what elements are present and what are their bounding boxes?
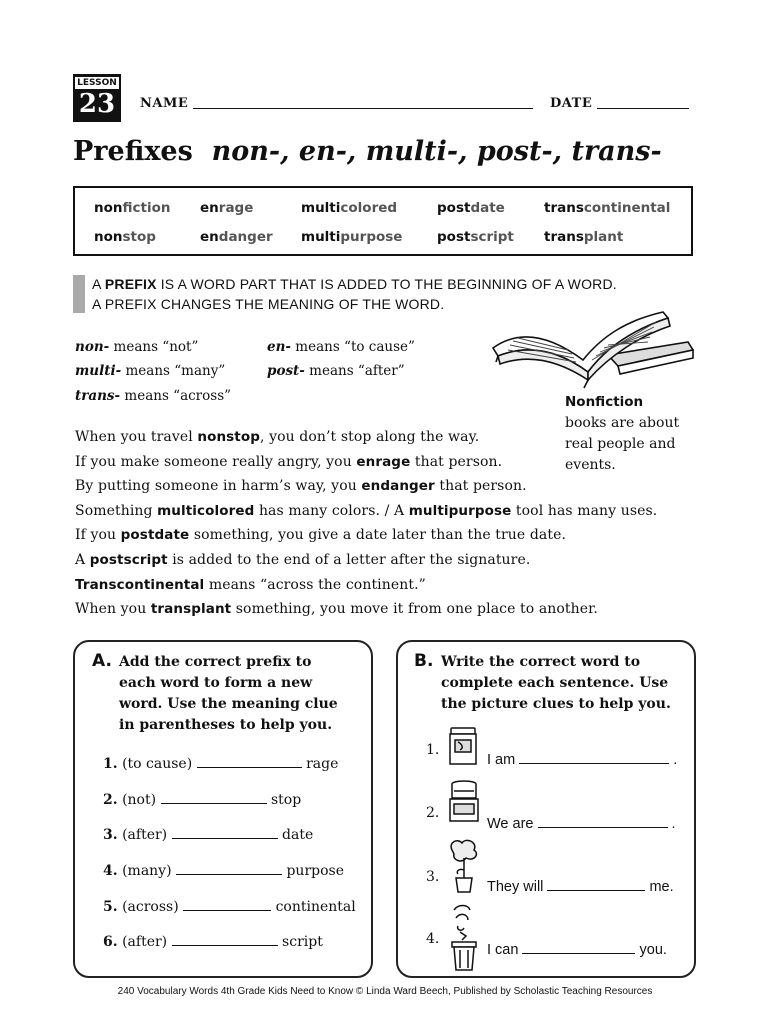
example-sentence: If you make someone really angry, you enrage that person. — [75, 454, 503, 470]
answer-blank[interactable] — [197, 755, 302, 768]
meaning-item: non- means “not” — [75, 339, 199, 355]
vocab-prefix: non — [94, 229, 123, 245]
answer-blank[interactable] — [176, 862, 282, 875]
vocab-word — [94, 229, 156, 245]
vocab-root: danger — [218, 229, 273, 245]
lesson-number: 23 — [78, 89, 116, 119]
vocab-word — [437, 229, 514, 245]
activity-b-item: They will me. — [487, 879, 674, 895]
note-keyword: Nonfiction — [565, 394, 644, 410]
activity-b-item: I can you. — [487, 942, 667, 958]
example-sentence: A postscript is added to the end of a letter after the signature. — [75, 552, 531, 568]
vocab-prefix: post — [437, 229, 471, 245]
example-sentence: Transcontinental means “across the continent.” — [75, 577, 426, 593]
title-prefixes: non-, en-, multi-, post-, trans- — [211, 136, 662, 167]
vocab-prefix: non — [94, 200, 123, 216]
vocab-word — [544, 200, 670, 216]
vocab-word — [544, 229, 623, 245]
answer-blank[interactable] — [522, 941, 635, 954]
vocab-root: script — [470, 229, 514, 245]
answer-blank[interactable] — [519, 751, 669, 764]
activity-a-item: 1. (to cause) rage — [103, 756, 339, 772]
jar-picture-clue-icon — [446, 724, 482, 768]
vocab-word — [200, 200, 253, 216]
example-sentence: When you transplant something, you move it from one place to another. — [75, 601, 598, 617]
definition-keyword: PREFIX — [104, 276, 157, 292]
vocab-root: date — [470, 200, 505, 216]
answer-blank[interactable] — [547, 878, 645, 891]
vocab-root: rage — [218, 200, 254, 216]
activity-b-item: We are . — [487, 816, 676, 832]
page-title — [73, 136, 662, 167]
activity-a-letter: A. — [92, 651, 112, 671]
page-footer: 240 Vocabulary Words 4th Grade Kids Need to Know © Linda Ward Beech, Published by Scholastic Teaching Resources — [117, 986, 653, 997]
answer-blank[interactable] — [538, 815, 668, 828]
plant-picture-clue-icon — [446, 838, 482, 894]
answer-blank[interactable] — [161, 791, 267, 804]
name-field[interactable] — [193, 108, 533, 109]
vocab-root: plant — [583, 229, 624, 245]
vocab-root: purpose — [340, 229, 403, 245]
definition-text: IS A WORD PART THAT IS ADDED TO THE BEGINNING OF A WORD. — [156, 276, 617, 292]
example-sentence: When you travel nonstop, you don’t stop along the way. — [75, 429, 480, 445]
meaning-item: en- means “to cause” — [267, 339, 415, 355]
activity-a-instructions: Add the correct prefix to each word to form a new word. Use the meaning clue in parentheses to help you. — [119, 654, 338, 733]
vocab-word — [301, 200, 397, 216]
lesson-badge — [73, 74, 121, 122]
vocab-word — [437, 200, 505, 216]
activity-b-letter: B. — [414, 651, 434, 671]
vocab-prefix: en — [200, 200, 219, 216]
title-main: Prefixes — [73, 136, 193, 167]
vocab-prefix: multi — [301, 229, 341, 245]
activity-a-item: 5. (across) continental — [103, 899, 356, 915]
vocab-word — [200, 229, 273, 245]
answer-blank[interactable] — [172, 826, 278, 839]
activity-a-item: 2. (not) stop — [103, 792, 302, 808]
answer-blank[interactable] — [172, 933, 278, 946]
note-text: books are about real people and events. — [565, 415, 680, 473]
definition-bar — [73, 275, 85, 313]
definition-text: A — [92, 276, 105, 292]
lesson-label: LESSON — [75, 77, 119, 89]
trash-can-picture-clue-icon — [446, 902, 482, 972]
activity-a-item: 4. (many) purpose — [103, 863, 344, 879]
activity-b-number: 4. — [426, 931, 440, 947]
meaning-item: multi- means “many” — [75, 363, 226, 379]
word-list-box — [73, 186, 693, 256]
meaning-item: post- means “after” — [267, 363, 405, 379]
vocab-word — [301, 229, 402, 245]
activity-b-number: 3. — [426, 869, 440, 885]
cans-picture-clue-icon — [446, 778, 482, 824]
activity-b-number: 2. — [426, 805, 440, 821]
vocab-root: stop — [122, 229, 156, 245]
book-illustration — [488, 300, 698, 395]
vocab-prefix: trans — [544, 229, 584, 245]
sidebar-note — [565, 392, 695, 476]
definition-line-2: A PREFIX CHANGES THE MEANING OF THE WORD. — [92, 296, 445, 312]
activity-a-item: 6. (after) script — [103, 934, 323, 950]
vocab-root: colored — [340, 200, 398, 216]
answer-blank[interactable] — [183, 898, 271, 911]
example-sentence: If you postdate something, you give a date later than the true date. — [75, 527, 567, 543]
meaning-item: trans- means “across” — [75, 388, 232, 404]
name-label: NAME — [140, 96, 189, 111]
date-label: DATE — [550, 96, 593, 111]
activity-b-item: I am . — [487, 752, 678, 768]
vocab-prefix: post — [437, 200, 471, 216]
definition-line-1 — [92, 276, 617, 292]
vocab-prefix: trans — [544, 200, 584, 216]
vocab-prefix: multi — [301, 200, 341, 216]
vocab-root: fiction — [122, 200, 171, 216]
example-sentence: By putting someone in harm’s way, you endanger that person. — [75, 478, 527, 494]
date-field[interactable] — [597, 108, 689, 109]
vocab-root: continental — [583, 200, 671, 216]
vocab-word — [94, 200, 170, 216]
activity-b-instructions: Write the correct word to complete each sentence. Use the picture clues to help you. — [441, 654, 671, 712]
activity-b-number: 1. — [426, 742, 440, 758]
activity-a-item: 3. (after) date — [103, 827, 314, 843]
example-sentence: Something multicolored has many colors. / A multipurpose tool has many uses. — [75, 503, 658, 519]
vocab-prefix: en — [200, 229, 219, 245]
